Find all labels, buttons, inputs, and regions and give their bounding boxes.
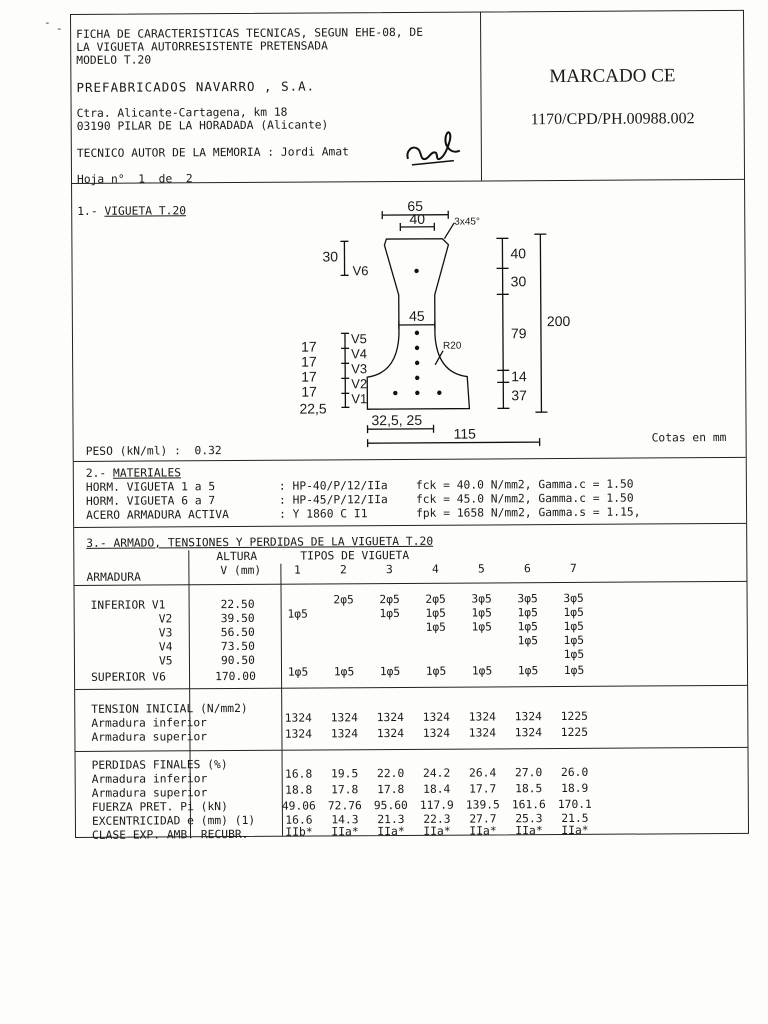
types-header	[274, 562, 596, 577]
armado-cell: 1φ5	[425, 620, 446, 634]
armado-cell: 1φ5	[379, 606, 400, 621]
tension-title: TENSION INICIAL (N/mm2)	[91, 701, 248, 716]
dim-chamfer: 3x45°	[454, 216, 480, 228]
armado-height: 170.00	[215, 669, 256, 684]
tension-cell: 1324	[514, 726, 543, 740]
type-number: 1	[293, 563, 301, 577]
perdidas-cell: 26.0	[560, 765, 589, 780]
armado-cell	[275, 635, 321, 648]
level-offset: 17	[301, 368, 317, 385]
col-altura: ALTURA	[216, 549, 258, 564]
tension-cell: 1225	[560, 725, 589, 740]
col-v-mm: V (mm)	[220, 563, 262, 578]
perdidas-values	[276, 766, 598, 781]
perdidas-cell: 161.6	[511, 798, 546, 812]
section1-title	[77, 204, 186, 218]
perdidas-values	[276, 824, 598, 839]
company-name: PREFABRICADOS NAVARRO , S.A.	[76, 78, 316, 95]
divider	[76, 747, 748, 752]
tension-label: Armadura superior	[91, 730, 208, 744]
armado-cell: 3φ5	[471, 592, 492, 606]
level-v6: V6	[352, 263, 369, 279]
sheet-total: 2	[185, 172, 193, 186]
section1-name: VIGUETA T.20	[104, 204, 187, 218]
armado-height: 56.50	[220, 625, 255, 640]
divider	[75, 685, 747, 690]
armado-cell	[459, 648, 505, 661]
armado-cell: 1φ5	[517, 620, 538, 634]
armado-cell	[459, 634, 505, 647]
perdidas-label: Armadura superior	[91, 786, 208, 800]
perdidas-cell: 21.3	[377, 812, 405, 827]
level-offset: 17	[301, 383, 317, 400]
perdidas-cell: 17.7	[469, 782, 497, 796]
perdidas-cell: 18.9	[561, 781, 589, 796]
armado-cell: 1φ5	[563, 605, 584, 619]
dim-right-2: 30	[510, 273, 527, 290]
tension-label: Armadura inferior	[91, 716, 207, 730]
level-name: V4	[351, 346, 368, 362]
type-number: 6	[523, 562, 531, 576]
armado-cell: 2φ5	[333, 593, 354, 607]
armado-cell: 2φ5	[379, 592, 400, 607]
armado-cell	[367, 621, 413, 634]
perdidas-cell: 27.7	[469, 812, 497, 826]
header-divider	[480, 12, 482, 180]
perdidas-cell: 19.5	[330, 767, 359, 781]
armado-height: 22.50	[220, 597, 255, 612]
tension-cell: 1324	[514, 710, 542, 724]
perdidas-label: CLASE EXP. AMB. RECUBR.	[91, 827, 249, 842]
armado-cell	[413, 649, 459, 662]
dim-top-width: 65	[407, 197, 424, 214]
section2-title	[86, 466, 181, 480]
perdidas-cell: 17.8	[377, 782, 405, 797]
dim-web-width: 45	[409, 307, 425, 324]
armado-cell: 1φ5	[471, 606, 492, 620]
armado-cell: 1φ5	[379, 664, 401, 679]
armado-cell: 3φ5	[563, 591, 584, 605]
sheet-of: de	[158, 172, 173, 186]
armado-cell	[367, 635, 413, 648]
perdidas-title: PERDIDAS FINALES (%)	[91, 758, 228, 772]
armado-cell: 1φ5	[563, 619, 584, 633]
dim-right-5: 37	[511, 387, 527, 404]
sheet-current: 1	[138, 172, 146, 186]
perdidas-cell: 117.9	[419, 798, 454, 812]
level-offset: 17	[301, 353, 317, 370]
sheet-number	[77, 172, 193, 186]
perdidas-cell: 72.76	[327, 799, 362, 813]
weight-label: PESO (kN/ml) :	[85, 444, 181, 458]
sheet-label: Hoja n°	[76, 172, 125, 186]
perdidas-cell: 95.60	[373, 798, 408, 813]
material-label: HORM. VIGUETA 1 a 5	[85, 480, 216, 494]
tension-cell: 1324	[422, 710, 450, 724]
section2-name: MATERIALES	[112, 466, 182, 480]
armado-cell	[321, 607, 367, 620]
level-name: V3	[351, 361, 368, 377]
armado-cell: 1φ5	[287, 607, 308, 621]
armado-values	[275, 648, 597, 663]
col-armadura: ARMADURA	[86, 570, 141, 584]
armado-cell	[321, 635, 367, 648]
dim-bottom-width: 115	[453, 425, 476, 442]
material-property: fpk = 1658 N/mm2, Gamma.s = 1.15,	[416, 505, 641, 520]
divider	[74, 523, 746, 528]
perdidas-cell: 16.6	[285, 813, 313, 827]
tension-cell: 1324	[468, 710, 496, 724]
marking-title: MARCADO CE	[549, 65, 676, 88]
armado-cell: 1φ5	[287, 665, 309, 679]
perdidas-label: EXCENTRICIDAD e (mm) (1)	[91, 813, 256, 828]
title-line-3: MODELO T.20	[76, 53, 152, 67]
perdidas-cell: 18.4	[423, 782, 451, 796]
corner-mark: -	[44, 16, 51, 29]
tension-cell: 1324	[422, 726, 451, 740]
address-line-2: 03190 PILAR DE LA HORADADA (Alicante)	[76, 118, 329, 133]
perdidas-cell: IIa*	[561, 823, 589, 838]
armado-cell	[321, 621, 367, 634]
armado-cell: 1φ5	[563, 633, 585, 647]
material-label: ACERO ARMADURA ACTIVA	[86, 508, 229, 522]
armado-label: V4	[158, 640, 173, 654]
address-line-1: Ctra. Alicante-Cartagena, km 18	[76, 105, 288, 120]
perdidas-cell: 49.06	[281, 799, 316, 813]
dim-right-4: 14	[511, 368, 527, 385]
perdidas-values	[276, 782, 598, 797]
armado-cell: 1φ5	[517, 606, 538, 620]
perdidas-cell: 22.3	[423, 812, 451, 826]
tension-cell: 1225	[560, 709, 588, 724]
armado-cell: 1φ5	[471, 620, 492, 634]
armado-cell: 3φ5	[517, 592, 538, 606]
type-number: 2	[339, 563, 347, 577]
perdidas-cell: IIa*	[515, 824, 543, 838]
perdidas-cell: 14.3	[331, 813, 359, 827]
armado-label: V2	[158, 612, 173, 626]
tension-cell: 1324	[376, 726, 405, 741]
armado-label: V3	[158, 626, 173, 640]
units-note: Cotas en mm	[651, 430, 727, 445]
armado-cell: 1φ5	[333, 665, 355, 679]
perdidas-cell: 24.2	[422, 766, 451, 780]
weight-row	[86, 444, 222, 458]
armado-cell	[321, 649, 367, 662]
armado-cell: 1φ5	[517, 634, 539, 648]
armado-cell	[413, 635, 459, 648]
divider	[74, 457, 746, 462]
section3-title: 3.- ARMADO, TENSIONES Y PERDIDAS DE LA VIGUETA T.20	[86, 534, 434, 550]
tension-values	[275, 710, 597, 725]
tension-cell: 1324	[330, 727, 359, 741]
perdidas-cell: IIa*	[331, 825, 359, 839]
technical-author: TECNICO AUTOR DE LA MEMORIA : Jordi Amat	[76, 145, 349, 160]
armado-label: V5	[158, 654, 173, 668]
corner-mark: -	[56, 22, 63, 35]
perdidas-cell: 16.8	[284, 767, 313, 781]
perdidas-cell: 22.0	[376, 766, 405, 781]
level-name: V2	[351, 376, 368, 392]
level-offset: 17	[300, 338, 317, 355]
perdidas-cell: IIa*	[469, 824, 497, 838]
level-offset: 22,5	[299, 400, 327, 417]
material-property: fck = 40.0 N/mm2, Gamma.c = 1.50	[415, 477, 634, 492]
dim-bottom-parts: 32,5, 25	[371, 411, 423, 429]
material-property: fck = 45.0 N/mm2, Gamma.c = 1.50	[415, 491, 634, 506]
tension-cell: 1324	[468, 726, 497, 740]
table-header-divider	[74, 581, 746, 586]
perdidas-cell: 17.8	[331, 783, 359, 797]
perdidas-cell: 170.1	[557, 797, 592, 812]
armado-height: 73.50	[220, 639, 255, 654]
armado-values	[275, 664, 597, 679]
armado-cell	[505, 648, 551, 661]
armado-values	[275, 634, 597, 649]
armado-cell: 2φ5	[425, 592, 446, 606]
type-number: 5	[477, 562, 485, 576]
armado-values	[275, 606, 597, 621]
perdidas-cell: 139.5	[465, 798, 500, 812]
dim-radius: R20	[443, 340, 462, 352]
material-spec: : HP-45/P/12/IIa	[278, 493, 388, 507]
perdidas-cell: IIa*	[423, 824, 451, 838]
level-name: V5	[350, 331, 367, 347]
armado-cell: 1φ5	[471, 664, 493, 678]
vigueta-cross-section	[282, 184, 584, 448]
material-spec: : Y 1860 C I1	[279, 507, 368, 521]
armado-height: 90.50	[220, 653, 256, 668]
armado-cell: 1φ5	[517, 664, 539, 678]
dim-v6-offset: 30	[322, 248, 339, 265]
section2-number: 2.-	[85, 466, 107, 480]
tension-cell: 1324	[376, 710, 404, 725]
signature-icon	[402, 121, 466, 173]
level-name: V1	[351, 391, 368, 407]
perdidas-cell: 25.3	[515, 812, 543, 826]
header	[71, 11, 743, 186]
perdidas-cell: 27.0	[514, 766, 543, 780]
perdidas-values	[276, 798, 598, 813]
spec-sheet	[70, 10, 749, 842]
type-number: 4	[431, 562, 439, 576]
dim-top-inner: 40	[409, 210, 426, 227]
tension-cell: 1324	[284, 711, 312, 725]
type-number: 3	[385, 563, 393, 577]
material-spec: : HP-40/P/12/IIa	[278, 479, 388, 493]
perdidas-cell: IIa*	[377, 824, 405, 839]
tension-cell: 1324	[330, 711, 358, 725]
perdidas-cell: 18.8	[285, 783, 313, 797]
type-number: 7	[569, 561, 577, 575]
perdidas-cell: 21.5	[561, 811, 589, 826]
armado-cell: 1φ5	[425, 606, 446, 620]
armado-cell	[275, 593, 321, 606]
armado-label: SUPERIOR V6	[91, 670, 166, 684]
tension-values	[275, 726, 597, 741]
armado-cell: 1φ5	[563, 663, 585, 677]
title-line-2: LA VIGUETA AUTORRESISTENTE PRETENSADA	[76, 39, 328, 54]
armado-height: 39.50	[220, 611, 255, 626]
armado-cell	[367, 649, 413, 662]
perdidas-cell: IIb*	[285, 825, 313, 839]
tension-cell: 1324	[284, 727, 313, 741]
dim-total-height: 200	[546, 312, 571, 330]
perdidas-label: Armadura inferior	[91, 772, 208, 786]
armado-cell	[275, 649, 321, 662]
perdidas-cell: 18.5	[515, 782, 543, 796]
title-line-1: FICHA DE CARACTERISTICAS TECNICAS, SEGUN EHE-08, DE	[76, 25, 424, 41]
material-label: HORM. VIGUETA 6 a 7	[85, 494, 216, 508]
dim-right-3: 79	[510, 325, 527, 342]
perdidas-cell: 26.4	[468, 766, 497, 780]
dim-right-1: 40	[510, 245, 527, 262]
perdidas-label: FUERZA PRET. Pi (kN)	[91, 800, 228, 814]
armado-cell: 1φ5	[563, 647, 585, 661]
armado-cell: 1φ5	[425, 664, 447, 678]
col-tipos: TIPOS DE VIGUETA	[300, 548, 410, 563]
section1-number: 1.-	[77, 204, 98, 218]
armado-values	[275, 592, 597, 607]
armado-label: INFERIOR V1	[90, 598, 166, 612]
weight-value: 0.32	[194, 444, 222, 458]
marking-code: 1170/CPD/PH.00988.002	[530, 110, 695, 129]
armado-cell	[275, 621, 321, 634]
armado-values	[275, 620, 597, 635]
